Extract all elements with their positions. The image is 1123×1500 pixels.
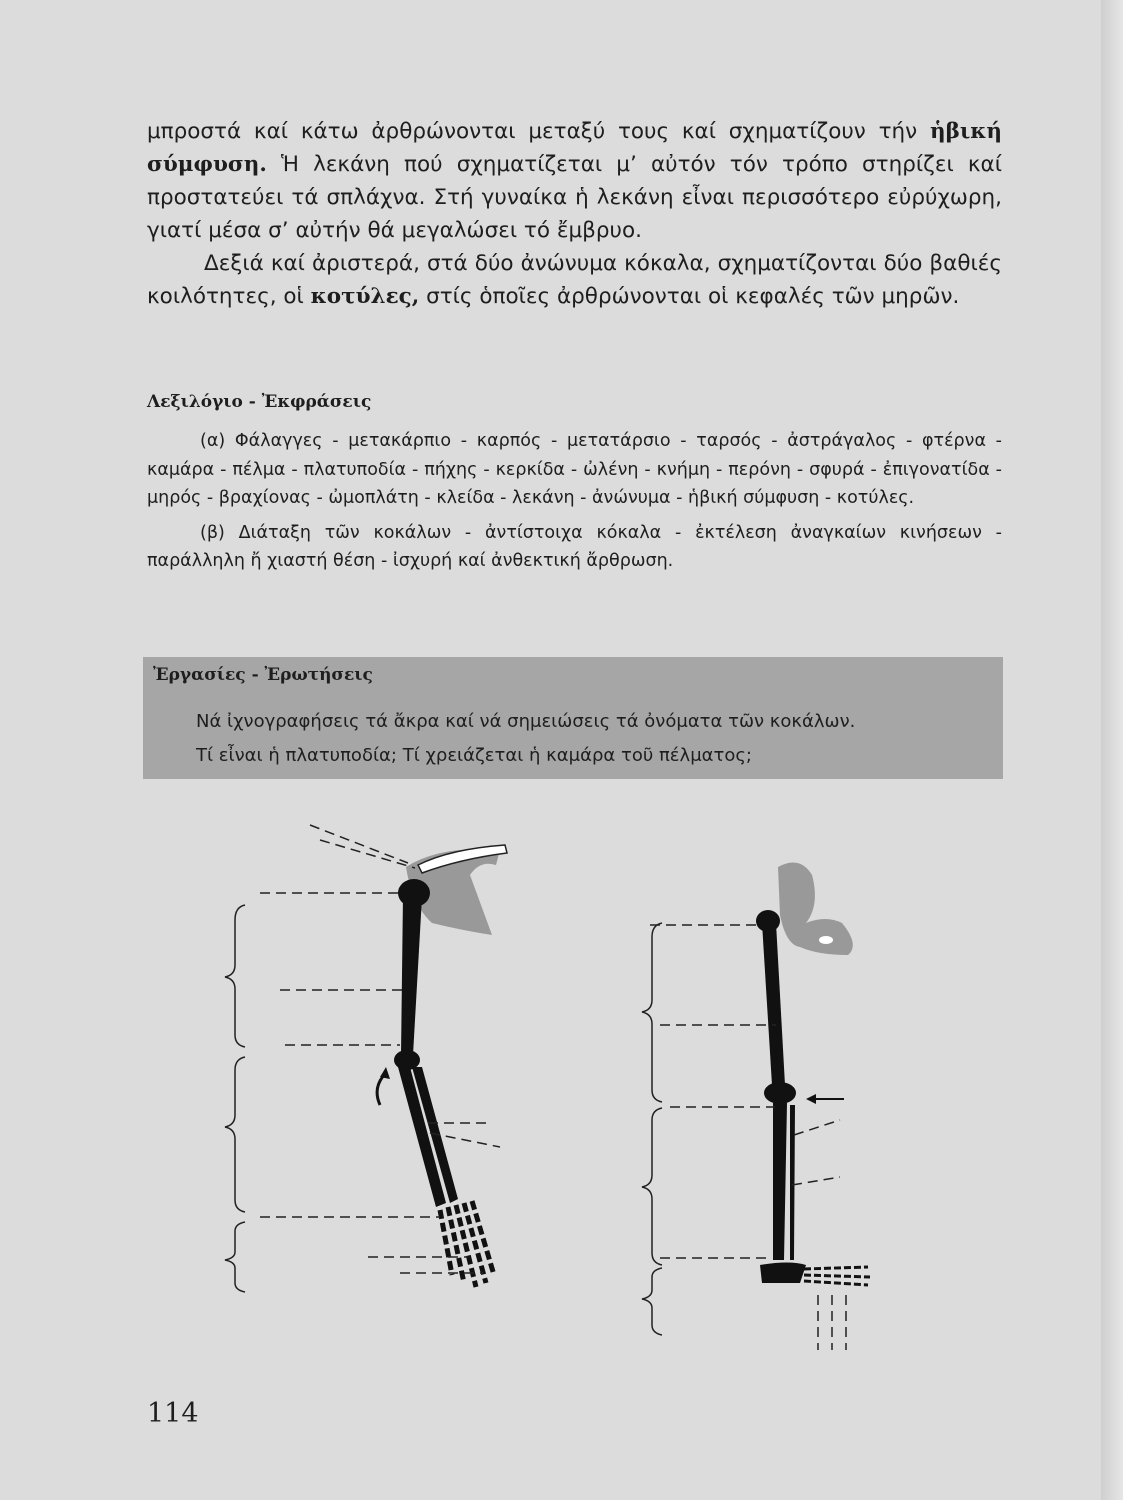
page-number: 114 xyxy=(147,1398,199,1429)
vocabulary-item-b: (β) Διάταξη τῶν κοκάλων - ἀντίστοιχα κόκαλα - ἐκτέλεση ἀναγκαίων κινήσεων - παράλληλη ἤ χιαστή θέση - ἰσχυρή καί ἀνθεκτική ἄρθρωση. xyxy=(147,522,1002,571)
vocabulary-heading: Λεξιλόγιο - Ἐκφράσεις xyxy=(147,392,372,412)
paragraph-1: μπροστά καί κάτω ἀρθρώνονται μεταξύ τους καί σχηματίζουν τήν ἡβική σύμφυση. Ἡ λεκάνη πού σχηματίζεται μ’ αὐτόν τόν τρόπο στηρίζει καί προστατεύει τά σπλάχνα. Στή γυναίκα ἡ λεκάνη εἶναι περισσότερο εὐρύχωρη, γιατί μέσα σ’ αὐτήν θά μεγαλώσει τό ἔμβρυο. xyxy=(147,119,1002,243)
leg-skeleton-illustration xyxy=(642,863,870,1351)
question-1: Νά ἰχνογραφήσεις τά ἄκρα καί νά σημειώσεις τά ὀνόματα τῶν κοκάλων. xyxy=(196,711,856,732)
vocabulary-list xyxy=(147,427,1002,582)
paragraph-2: Δεξιά καί ἀριστερά, στά δύο ἀνώνυμα κόκαλα, σχηματίζονται δύο βαθιές κοιλότητες, οἱ κοτύλες, στίς ὁποῖες ἀρθρώνονται οἱ κεφαλές τῶν μηρῶν. xyxy=(147,251,1002,309)
exercises-band xyxy=(143,657,1003,779)
page-edge-shadow xyxy=(1101,0,1123,1500)
arm-skeleton-illustration xyxy=(225,825,507,1292)
term-pubic-symphysis: ἡβική σύμφυση. xyxy=(147,119,1002,177)
limbs-skeleton-figure xyxy=(200,805,920,1365)
main-text xyxy=(147,115,1002,313)
term-acetabula: κοτύλες, xyxy=(310,284,420,309)
exercises-heading: Ἐργασίες - Ἐρωτήσεις xyxy=(153,665,373,685)
vocabulary-item-a: (α) Φάλαγγες - μετακάρπιο - καρπός - μετατάρσιο - ταρσός - ἀστράγαλος - φτέρνα - καμάρα - πέλμα - πλατυποδία - πήχης - κερκίδα - ὠλένη - κνήμη - περόνη - σφυρά - ἐπιγονατίδα - μηρός - βραχίονας - ὠμοπλάτη - κλείδα - λεκάνη - ἀνώνυμα - ἡβική σύμφυση - κοτύλες. xyxy=(147,431,1002,508)
question-2: Τί εἶναι ἡ πλατυποδία; Τί χρειάζεται ἡ καμάρα τοῦ πέλματος; xyxy=(196,745,752,766)
